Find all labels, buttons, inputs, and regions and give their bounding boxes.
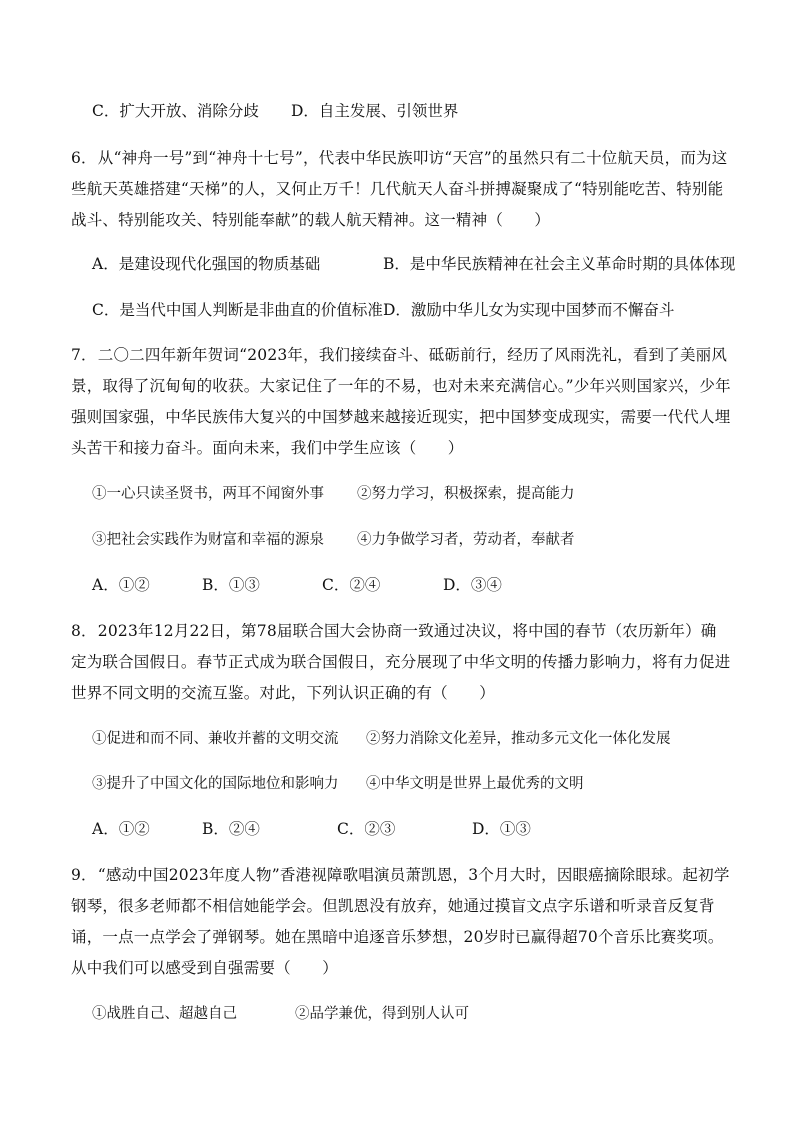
q8-number: 8． [71, 622, 97, 640]
q7-item-4: ④力争做学习者，劳动者，奉献者 [357, 532, 575, 548]
q7-number: 7． [71, 346, 97, 364]
q7-stem [71, 340, 731, 464]
q7-item-1: ①一心只读圣贤书，两耳不闻窗外事 [92, 486, 324, 502]
q6-option-c[interactable]: C．是当代中国人判断是非曲直的价值标准 [92, 301, 383, 319]
q6-number: 6． [71, 149, 97, 167]
q9-text: “感动中国2023年度人物”香港视障歌唱演员萧凯恩，3个月大时，因眼癌摘除眼球。起初学钢琴，很多老师都不相信她能学会。但凯恩没有放弃，她通过摸盲文点字乐谱和听录音反复背诵，一点一点学会了弹钢琴。她在黑暗中追逐音乐梦想，20岁时已赢得超70个音乐比赛奖项。从中我们可以感受到自强需要（ ） [71, 866, 730, 977]
q6-stem [71, 143, 731, 236]
q7-option-d[interactable]: D．③④ [443, 576, 502, 594]
q8-option-a[interactable]: A．①② [92, 820, 150, 838]
q9-item-2: ②品学兼优，得到别人认可 [295, 1006, 469, 1022]
q8-option-b[interactable]: B．②④ [202, 820, 260, 838]
q8-item-4: ④中华文明是世界上最优秀的文明 [366, 776, 584, 792]
q8-stem [71, 616, 731, 709]
q9-item-1: ①战胜自己、超越自己 [92, 1006, 237, 1022]
q6-text: 从“神舟一号”到“神舟十七号”，代表中华民族叩访“天宫”的虽然只有二十位航天员，而为这些航天英雄搭建“天梯”的人，又何止万千！几代航天人奋斗拼搏凝聚成了“特别能吃苦、特别能战斗、特别能攻关、特别能奉献”的载人航天精神。这一精神（ ） [71, 149, 728, 229]
q7-option-b[interactable]: B．①③ [202, 576, 260, 594]
q5-option-c[interactable]: C．扩大开放、消除分歧 [92, 102, 259, 120]
q7-option-c[interactable]: C．②④ [322, 576, 381, 594]
q9-number: 9． [71, 866, 97, 884]
q6-option-b[interactable]: B．是中华民族精神在社会主义革命时期的具体体现 [383, 255, 736, 273]
q8-option-d[interactable]: D．①③ [472, 820, 531, 838]
q9-stem [71, 860, 731, 984]
q5-option-d[interactable]: D．自主发展、引领世界 [291, 102, 459, 120]
q7-item-3: ③把社会实践作为财富和幸福的源泉 [92, 532, 324, 548]
q8-text: 2023年12月22日，第78届联合国大会协商一致通过决议，将中国的春节（农历新年）确定为联合国假日。春节正式成为联合国假日，充分展现了中华文明的传播力影响力，将有力促进世界不同文明的交流互鉴。对此，下列认识正确的有（ ） [71, 622, 731, 702]
q7-text: 二〇二四年新年贺词“2023年，我们接续奋斗、砥砺前行，经历了风雨洗礼，看到了美丽风景，取得了沉甸甸的收获。大家记住了一年的不易，也对未来充满信心。”少年兴则国家兴，少年强则国家强，中华民族伟大复兴的中国梦越来越接近现实，把中国梦变成现实，需要一代代人埋头苦干和接力奋斗。面向未来，我们中学生应该（ ） [71, 346, 731, 457]
q8-item-2: ②努力消除文化差异，推动多元文化一体化发展 [366, 731, 671, 747]
q8-option-c[interactable]: C．②③ [337, 820, 396, 838]
q8-item-3: ③提升了中国文化的国际地位和影响力 [92, 776, 339, 792]
q7-option-a[interactable]: A．①② [92, 576, 150, 594]
q6-option-a[interactable]: A．是建设现代化强国的物质基础 [92, 255, 321, 273]
q7-item-2: ②努力学习，积极探索，提高能力 [357, 486, 575, 502]
q6-option-d[interactable]: D．激励中华儿女为实现中国梦而不懈奋斗 [383, 301, 675, 319]
q8-item-1: ①促进和而不同、兼收并蓄的文明交流 [92, 731, 339, 747]
